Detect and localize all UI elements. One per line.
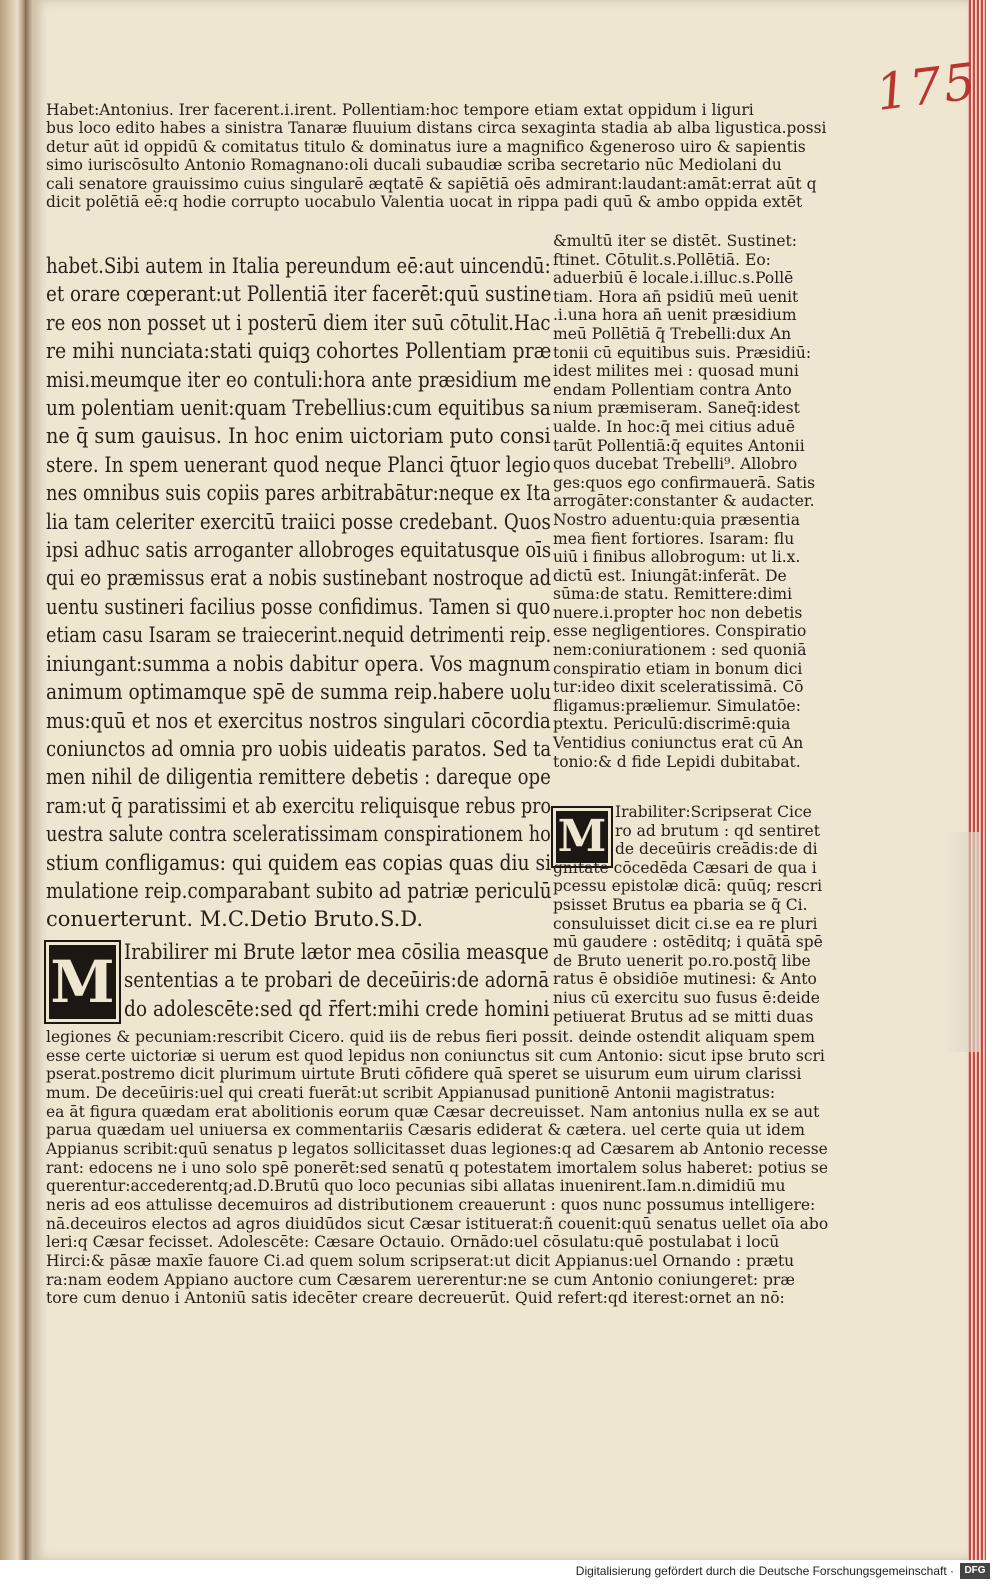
text-line: pserat.postremo dicit plurimum uirtute Bruti cōfidere quā speret se uisurum eum uirum clarissi xyxy=(46,1065,802,1084)
text-line: psisset Brutus ea pbaria se q̄ Ci. xyxy=(553,895,808,914)
text-line: leri:q Cæsar fecisset. Adolescēte: Cæsare Octauio. Ornādo:uel cōsulatu:quē postulabat i locū xyxy=(46,1233,780,1252)
text-line: ro ad brutum : qd sentiret xyxy=(615,821,820,840)
initial-m-letter: M xyxy=(44,940,121,1024)
text-line: conspiratio etiam in bonum dici xyxy=(553,659,803,678)
text-line: ptextu. Periculū:discrimē:quia xyxy=(553,715,791,734)
commentary-bottom xyxy=(46,1028,828,1308)
text-line: detur aūt id oppidū & comitatus titulo & dominatus iure a magnifico &generoso uiro & sapientis xyxy=(46,137,806,156)
initial-m-notes: M xyxy=(551,806,613,868)
text-line: parua quædam uel uniuersa ex commentariis Cæsaris ediderat & cætera. uel certe quia ut idem xyxy=(46,1121,805,1140)
text-line: legiones & pecuniam:rescribit Cicero. quid iis de rebus fieri possit. deinde ostendit aliquam spem xyxy=(46,1028,815,1046)
text-line: tiam. Hora an̄ psidiū meū uenit xyxy=(553,287,799,306)
text-line: meū Pollētiā q̄ Trebelli:dux An xyxy=(553,324,792,343)
text-line: stere. In spem uenerant quod neque Planci q̄tuor legio xyxy=(46,452,551,477)
text-line: neris ad eos attulisse decemuiros ad distributionem creauerunt : quos nunc possumus intelligere: xyxy=(46,1195,816,1214)
text-line: ra:nam eodem Appiano auctore cum Cæsarem uererentur:ne se cum Antonio coniungeret: præ xyxy=(46,1270,795,1289)
text-line: sūma:de statu. Remittere:dimi xyxy=(553,585,793,604)
text-line: idest milites mei : quosad muni xyxy=(553,362,799,381)
text-line: ratus ē obsidiōe mutinesi: & Anto xyxy=(553,970,817,989)
left-page-edge xyxy=(0,0,25,1560)
text-line: gnitate cōcedēda Cæsari de qua i xyxy=(553,858,817,877)
text-line: et orare cœperant:ut Pollentiā iter facerēt:quū sustine xyxy=(46,282,552,307)
gutter xyxy=(25,0,33,1560)
text-line: nes omnibus suis copiis pares arbitrabātur:neque ex Ita xyxy=(46,481,551,506)
text-line: re eos non posset ut i posterū diem iter suū cōtulit.Hac xyxy=(46,310,551,335)
text-line: qui eo præmissus erat a nobis sustinebant nostroque ad xyxy=(46,566,552,591)
text-line: .i.una hora an̄ uenit præsidium xyxy=(553,306,797,325)
text-line: de Bruto uenerit po.ro.postq̄ libe xyxy=(553,951,811,970)
text-line: tonio:& d fide Lepidi dubitabat. xyxy=(553,752,801,771)
text-line: iniungant:summa a nobis dabitur opera. Vos magnum xyxy=(46,651,551,676)
text-line: nuere.i.propter hoc non debetis xyxy=(553,603,803,622)
text-line: querentur:accederentq;ad.D.Brutū quo loco pecunias sibi allatas inuenirent.Iam.n.dimidiū mu xyxy=(46,1177,786,1196)
text-line: coniunctos ad omnia pro uobis uideatis paratos. Sed ta xyxy=(46,736,552,761)
commentary-right xyxy=(553,232,828,771)
text-line: habet.Sibi autem in Italia pereundum eē:aut uincendū: xyxy=(46,254,551,278)
footer-credit: Digitalisierung gefördert durch die Deutsche Forschungsgemeinschaft · xyxy=(575,1564,954,1578)
text-line: endam Pollentiam contra Anto xyxy=(553,380,792,399)
text-line: mū gaudere : ostēditq; i quātā spē xyxy=(553,933,823,952)
text-line: misi.meumque iter eo contuli:hora ante præsidium me xyxy=(46,367,552,392)
text-line: simo iuriscōsulto Antonio Romagnano:oli ducali subaudiæ scriba secretario nūc Mediolani du xyxy=(46,156,782,175)
text-line: cali senatore grauissimo cuius singularē æqtatē & sapiētiā oēs admirant:laudant:amāt:errat aūt q xyxy=(46,174,817,193)
text-line: pcessu epistolæ dicā: quūq; rescri xyxy=(553,877,823,896)
text-line: nā.deceuiros electos ad agros diuidūdos sicut Cæsar istituerat:ñ couenit:quū senatus uellet oīa abo xyxy=(46,1214,829,1233)
text-line: rant: edocens ne i uno solo spē ponerēt:sed senatū q potestatem imortalem solus haberet: potius se xyxy=(46,1158,829,1177)
text-line: dicit polētiā eē:q hodie corrupto uocabulo Valentia uocat in rippa padi quū & ambo oppida extēt xyxy=(46,193,803,212)
text-line: tonii cū equitibus suis. Præsidiū: xyxy=(553,343,812,362)
text-line: Nostro aduentu:quia præsentia xyxy=(553,510,800,529)
text-line: etiam casu Isaram se traiecerint.nequid detrimenti reip. xyxy=(46,623,552,648)
text-line: tarūt Pollentiā:q̄ equites Antonii xyxy=(553,436,805,455)
text-line: quos ducebat Trebelli⁹. Allobro xyxy=(553,455,798,474)
text-line: ne q̄ sum gauisus. In hoc enim uictoriam puto consi xyxy=(46,424,551,449)
text-line: de deceūiris creādis:de di xyxy=(615,840,818,859)
text-line: men nihil de diligentia remittere debetis : dareque ope xyxy=(46,765,551,790)
letter-opening xyxy=(124,938,549,1023)
text-line: consuluisset dicit ci.se ea re pluri xyxy=(553,914,818,933)
text-line: Hirci:& pāsæ maxīe fauore Ci.ad quem solum scripserat:ut dicit Appianus:uel Ornando : prætu xyxy=(46,1251,795,1270)
text-line: ftinet. Cōtulit.s.Pollētiā. Eo: xyxy=(553,250,771,269)
text-line: sententias a te probari de deceūiris:de adornā xyxy=(124,968,550,993)
main-text xyxy=(46,252,551,934)
dfg-logo: DFG xyxy=(960,1563,990,1579)
commentary-notes xyxy=(553,803,828,1026)
red-fore-edge xyxy=(968,0,986,1560)
text-line: mulatione reip.comparabant subito ad patriæ periculū xyxy=(46,878,552,903)
commentary-top xyxy=(46,101,826,211)
text-line: mum. De deceūiris:uel qui creati fuerāt:ut scribit Appianusad punitionē Antonii magistratus: xyxy=(46,1083,776,1102)
text-line: ipsi adhuc satis arroganter allobroges equitatusque oīs xyxy=(46,538,552,563)
text-line: stium confligamus: qui quidem eas copias quas diu si xyxy=(46,850,552,875)
text-line: uiū i finibus allobrogum: ut li.x. xyxy=(553,548,801,567)
page-tab xyxy=(940,832,980,1052)
text-line: fligamus:præliemur. Simulatōe: xyxy=(553,696,801,715)
text-line: Appianus scribit:quū senatus p legatos sollicitasset duas legiones:q ad Cæsarem ab Antonio recesse xyxy=(46,1139,828,1158)
text-line: do adolescēte:sed qd r̄fert:mihi crede homini xyxy=(124,996,550,1021)
footer-bar xyxy=(0,1560,1000,1584)
text-line: uentu sustineri facilius posse confidimus. Tamen si quo xyxy=(46,594,551,619)
text-line: nium præmiseram. Saneq̄:idest xyxy=(553,399,800,418)
text-line: Habet:Antonius. Irer facerent.i.irent. Pollentiam:hoc tempore etiam extat oppidum i liguri xyxy=(46,101,754,119)
text-line: petiuerat Brutus ad se mitti duas xyxy=(553,1007,814,1026)
text-line: arrogāter:constanter & audacter. xyxy=(553,492,815,511)
text-line: Irabilirer mi Brute lætor mea cōsilia measque xyxy=(124,940,549,964)
text-line: tur:ideo dixit sceleratissimā. Cō xyxy=(553,678,804,697)
text-line: esse negligentiores. Conspiratio xyxy=(553,622,807,641)
text-line: &multū iter se distēt. Sustinet: xyxy=(553,232,797,250)
text-line: uestra salute contra sceleratissimam conspirationem ho xyxy=(46,822,551,847)
text-line: ea āt figura quædam erat abolitionis eorum quæ Cæsar decreuisset. Nam antonius nulla ex se aut xyxy=(46,1102,820,1121)
text-line: re mihi nunciata:stati quiqꝫ cohortes Pollentiam præ xyxy=(46,339,552,364)
text-line: ram:ut q̄ paratissimi et ab exercitu reliquisque rebus pro xyxy=(46,793,552,818)
text-line: aduerbiū ē locale.i.illuc.s.Pollē xyxy=(553,269,794,288)
text-line: Irabiliter:Scripserat Cice xyxy=(615,803,812,821)
text-line: ges:quos ego confirmauerā. Satis xyxy=(553,473,816,492)
text-line: ualde. In hoc:q̄ mei citius aduē xyxy=(553,417,795,436)
text-line: Ventidius coniunctus erat cū An xyxy=(553,734,804,753)
text-line: nius cū exercitu suo fusus ē:deide xyxy=(553,988,820,1007)
text-line: mus:quū et nos et exercitus nostros singulari cōcordia xyxy=(46,708,551,733)
text-line: nem:coniurationem : sed quoniā xyxy=(553,641,807,660)
text-line: bus loco edito habes a sinistra Tanaræ fluuium distans circa sexaginta stadia ab alba ligustica.possi xyxy=(46,119,827,138)
text-line: dictū est. Iniungāt:inferāt. De xyxy=(553,566,787,585)
text-line: lia tam celeriter exercitū traiici posse credebant. Quos xyxy=(46,509,551,534)
text-line: mea fient fortiores. Isaram: flu xyxy=(553,529,795,548)
text-line: conuerterunt. M.C.Detio Bruto.S.D. xyxy=(46,907,424,932)
text-line: tore cum denuo i Antoniū satis idecēter creare decreuerūt. Quid refert:qd iterest:ornet an nō: xyxy=(46,1289,785,1308)
text-line: animum optimamque spē de summa reip.habere uolu xyxy=(46,680,552,705)
text-line: esse certe uictoriæ si uerum est quod lepidus non coniunctus sit cum Antonio: sicut ipse bruto scri xyxy=(46,1046,825,1065)
folio-number: 175 xyxy=(872,52,981,122)
text-line: um polentiam uenit:quam Trebellius:cum equitibus sa xyxy=(46,396,551,421)
